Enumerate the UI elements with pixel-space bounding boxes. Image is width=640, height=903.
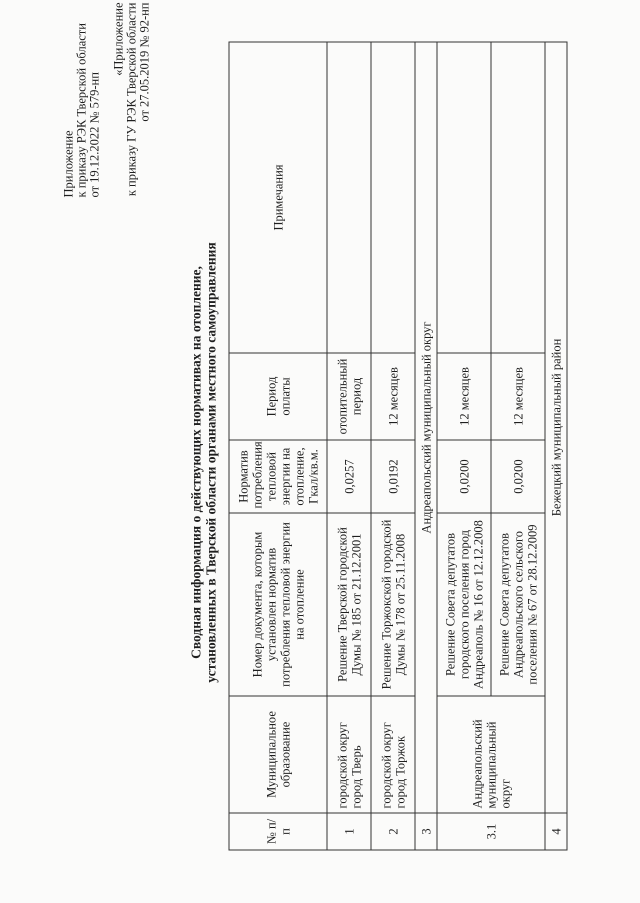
header-period: Период оплаты (229, 353, 327, 440)
row-notes (327, 42, 371, 353)
row-num: 1 (327, 813, 371, 850)
header-document: Номер документа, которым установлен норматив потребления тепловой энергии на отопление (229, 513, 327, 696)
header-line: от 19.12.2022 № 579-нп (87, 72, 102, 198)
header-line: к приказу ГУ РЭК Тверской области (124, 2, 139, 197)
row-document: Решение Совета депутатов городского поселения город Андреаполь № 16 от 12.12.2008 (437, 513, 491, 696)
header-line: от 27.05.2019 № 92-нп (137, 2, 152, 122)
document-title (189, 123, 219, 803)
row-notes (371, 42, 415, 353)
row-document: Решение Совета депутатов Андреапольского сельского поселения № 67 от 28.12.2009 (491, 513, 545, 696)
row-document: Решение Торжокской городской Думы № 178 от 25.11.2008 (371, 513, 415, 696)
section-num: 3 (415, 813, 437, 850)
header-municipality: Муниципальное образование (229, 696, 327, 813)
section-num: 4 (545, 813, 567, 850)
row-norm: 0,0192 (371, 440, 415, 513)
table-row (371, 42, 415, 850)
table-row (327, 42, 371, 850)
section-title: Андреапольский муниципальный округ (415, 42, 437, 813)
row-norm: 0,0257 (327, 440, 371, 513)
row-period: 12 месяцев (371, 353, 415, 440)
row-num: 2 (371, 813, 415, 850)
norms-table (229, 42, 568, 851)
row-norm: 0,0200 (437, 440, 491, 513)
header-norm: Норматив потребления тепловой энергии на отопление, Гкал/кв.м. (229, 440, 327, 513)
row-document: Решение Тверской городской Думы № 185 от 21.12.2001 (327, 513, 371, 696)
row-period: отопительный период (327, 353, 371, 440)
row-notes (491, 42, 545, 353)
row-municipality: городской округ город Торжок (371, 696, 415, 813)
header-line: «Приложение (111, 2, 126, 76)
table-row (437, 42, 491, 850)
row-num: 3.1 (437, 813, 545, 850)
row-norm: 0,0200 (491, 440, 545, 513)
appendix-header-old (113, 3, 152, 238)
header-line: Приложение (61, 130, 76, 198)
row-municipality: Андреапольский муниципальный округ (437, 696, 545, 813)
appendix-header-new (63, 0, 102, 198)
row-municipality: городской округ город Тверь (327, 696, 371, 813)
section-title: Бежецкий муниципальный район (545, 42, 567, 813)
header-line: к приказу РЭК Тверской области (74, 23, 89, 198)
title-line-1: Сводная информация о действующих нормативах на отопление, (188, 266, 204, 659)
header-notes: Примечания (229, 42, 327, 353)
table-header-row (229, 42, 327, 850)
header-num: № п/п (229, 813, 327, 850)
document-page (1, 0, 640, 903)
title-line-2: установленных в Тверской области органами местного самоуправления (203, 242, 219, 683)
row-notes (437, 42, 491, 353)
section-row (415, 42, 437, 850)
row-period: 12 месяцев (491, 353, 545, 440)
section-row (545, 42, 567, 850)
row-period: 12 месяцев (437, 353, 491, 440)
